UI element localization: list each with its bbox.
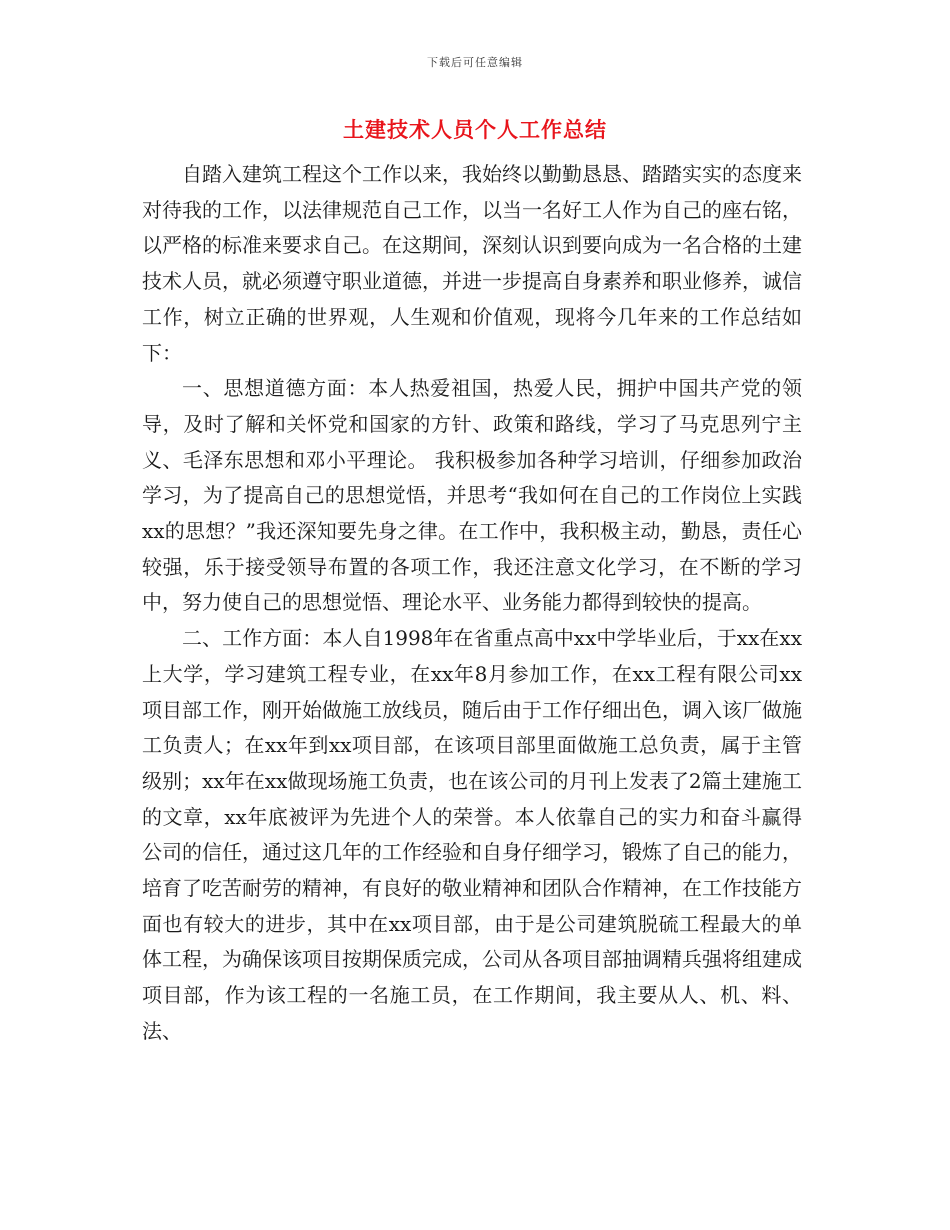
- header-note: 下载后可任意编辑: [427, 56, 523, 69]
- paragraph-intro: 自踏入建筑工程这个工作以来，我始终以勤勤恳恳、踏踏实实的态度来对待我的工作，以法律规范自己工作，以当一名好工人作为自己的座右铭，以严格的标准来要求自己。在这期间，深刻认识到要向成为一名合格的土建技术人员，就必须遵守职业道德，并进一步提高自身素养和职业修养，诚信工作，树立正确的世界观，人生观和价值观，现将今几年来的工作总结如下：: [142, 162, 802, 365]
- document-body: [142, 157, 802, 1050]
- paragraph-ideology: 一、思想道德方面：本人热爱祖国，热爱人民，拥护中国共产党的领导，及时了解和关怀党和国家的方针、政策和路线，学习了马克思列宁主义、毛泽东思想和邓小平理论。 我积极参加各种学习培训，仔细参加政治学习，为了提高自己的思想觉悟，并思考“我如何在自己的工作岗位上实践xx的思想？”我还深知要先身之律。在工作中，我积极主动，勤恳，责任心较强，乐于接受领导布置的各项工作，我还注意文化学习，在不断的学习中，努力使自己的思想觉悟、理论水平、业务能力都得到较快的提高。: [142, 376, 802, 615]
- document-title: 土建技术人员个人工作总结: [343, 117, 607, 142]
- paragraph-work: 二、工作方面：本人自1998年在省重点高中xx中学毕业后，于xx在xx上大学，学习建筑工程专业，在xx年8月参加工作，在xx工程有限公司xx项目部工作，刚开始做施工放线员，随后由于工作仔细出色，调入该厂做施工负责人；在xx年到xx项目部，在该项目部里面做施工总负责，属于主管级别；xx年在xx做现场施工负责，也在该公司的月刊上发表了2篇土建施工的文章，xx年底被评为先进个人的荣誉。本人依靠自己的实力和奋斗赢得公司的信任，通过这几年的工作经验和自身仔细学习，锻炼了自己的能力，培育了吃苦耐劳的精神，有良好的敬业精神和团队合作精神，在工作技能方面也有较大的进步，其中在xx项目部，由于是公司建筑脱硫工程最大的单体工程，为确保该项目按期保质完成，公司从各项目部抽调精兵强将组建成项目部，作为该工程的一名施工员，在工作期间，我主要从人、机、料、法、: [142, 626, 802, 1043]
